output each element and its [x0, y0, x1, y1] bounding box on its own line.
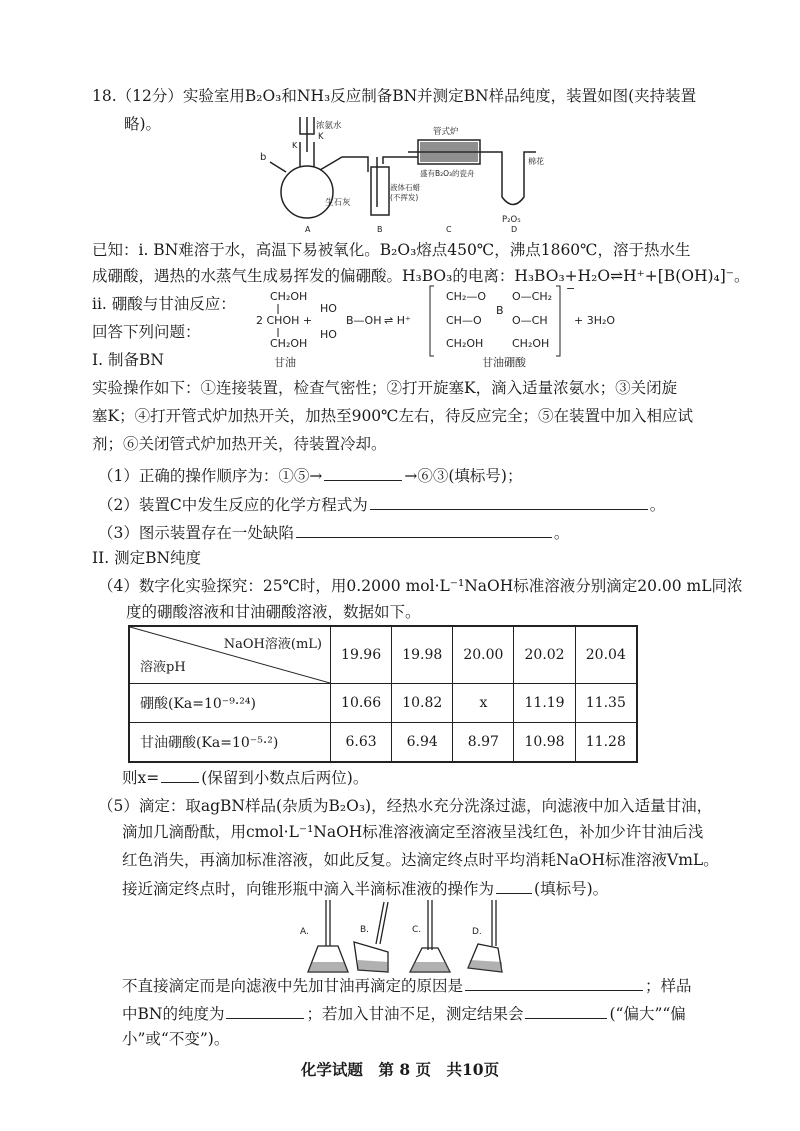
svg-text:B—OH: B—OH: [346, 314, 382, 327]
answer-blank-x[interactable]: [161, 766, 199, 783]
svg-text:CH₂OH: CH₂OH: [446, 337, 484, 350]
known-ii: ii. 硼酸与甘油反应：: [92, 295, 236, 313]
flask-a: [281, 166, 333, 218]
known-i-line1: 已知：i. BN难溶于水，高温下易被氧化。B₂O₃熔点450℃，沸点1860℃，溶于热水生: [92, 241, 691, 259]
question-5-line2: 滴加几滴酚酞，用cmol·L⁻¹NaOH标准溶液滴定至溶液呈浅红色，补加少许甘油后浅: [122, 823, 704, 841]
svg-text:HO: HO: [320, 328, 337, 341]
svg-text:管式炉: 管式炉: [433, 127, 459, 137]
svg-text:B: B: [377, 225, 383, 234]
answer-blank-reason[interactable]: [465, 974, 643, 991]
row-label: 甘油硼酸(Ka=10⁻⁵·²): [129, 722, 331, 762]
question-5-line7: 小”或“不变”)。: [122, 1030, 230, 1048]
svg-text:HO: HO: [320, 302, 337, 315]
known-i-line2: 成硼酸，遇热的水蒸气生成易挥发的偏硼酸。H₃BO₃的电离：H₃BO₃+H₂O⇌H⁺+[B(OH)₄]⁻。: [92, 267, 750, 285]
question-header-cont: 略)。: [124, 115, 162, 133]
ph-cell: 10.98: [514, 722, 575, 762]
svg-text:K: K: [318, 132, 324, 142]
table-row: [129, 722, 637, 762]
svg-text:O—CH: O—CH: [512, 314, 548, 327]
ph-cell: 11.19: [514, 684, 575, 723]
section-2-title: II. 测定BN纯度: [92, 549, 202, 567]
svg-text:盛有B₂O₃的瓷舟: 盛有B₂O₃的瓷舟: [420, 169, 475, 178]
bottle-b: [371, 167, 389, 215]
svg-text:O—CH₂: O—CH₂: [512, 290, 553, 303]
ph-cell: 8.97: [453, 722, 514, 762]
operations-line2: 塞K；④打开管式炉加热开关，加热至900℃左右，待反应完全；⑤在装置中加入相应试: [92, 407, 694, 425]
svg-text:CH₂OH: CH₂OH: [512, 337, 550, 350]
ph-cell: 10.82: [392, 684, 453, 723]
svg-text:D: D: [511, 225, 518, 234]
ph-cell: 6.94: [392, 722, 453, 762]
question-2: （2）装置C中发生反应的化学方程式为 。: [98, 493, 665, 515]
ph-cell: 11.28: [575, 722, 637, 762]
answer-blank-q3[interactable]: [296, 521, 552, 538]
question-4-x: 则x= (保留到小数点后两位)。: [122, 766, 368, 788]
svg-text:CH₂OH: CH₂OH: [270, 290, 308, 303]
answer-blank-q2[interactable]: [370, 493, 648, 510]
svg-text:浓氨水: 浓氨水: [316, 121, 342, 131]
svg-text:(不挥发): (不挥发): [390, 193, 419, 202]
page-footer: 化学试题 第 8 页 共10页: [300, 1060, 500, 1079]
svg-text:液体石蜡: 液体石蜡: [390, 183, 420, 192]
svg-text:B: B: [496, 304, 504, 317]
operations-line1: 实验操作如下：①连接装置，检查气密性；②打开旋塞K，滴入适量浓氨水；③关闭旋: [92, 379, 678, 397]
apparatus-figure: [250, 112, 550, 234]
question-header: 18.（12分）实验室用B₂O₃和NH₃反应制备BN并测定BN样品纯度，装置如图(夹持装置: [92, 87, 697, 105]
question-3: （3）图示装置存在一处缺陷 。: [98, 521, 569, 543]
svg-text:B.: B.: [360, 925, 370, 935]
svg-text:C: C: [446, 225, 452, 234]
svg-text:棉花: 棉花: [528, 157, 544, 166]
svg-text:A: A: [305, 225, 311, 234]
titration-options-figure: [296, 896, 516, 980]
svg-text:CH—O: CH—O: [446, 314, 482, 327]
ph-cell: x: [453, 684, 514, 723]
svg-text:D.: D.: [472, 927, 482, 937]
answer-blank-effect[interactable]: [525, 1002, 607, 1019]
titration-data-table: [128, 625, 638, 763]
question-5-line5: 不直接滴定而是向滤液中先加甘油再滴定的原因是 ；样品: [122, 974, 692, 996]
question-5-line6: 中BN的纯度为 ；若加入甘油不足，测定结果会 (“偏大”“偏: [122, 1002, 686, 1024]
question-5-line1: （5）滴定：取agBN样品(杂质为B₂O₃)，经热水充分洗涤过滤，向滤液中加入适量甘油，: [98, 797, 713, 815]
ph-cell: 11.35: [575, 684, 637, 723]
question-4-line1: （4）数字化实验探究：25℃时，用0.2000 mol·L⁻¹NaOH标准溶液分别滴定20.00 mL同浓: [98, 577, 743, 595]
question-4-line2: 度的硼酸溶液和甘油硼酸溶液，数据如下。: [126, 603, 421, 621]
volume-cell: 19.96: [331, 626, 392, 684]
svg-text:+ 3H₂O: + 3H₂O: [574, 314, 616, 327]
svg-text:b: b: [260, 152, 267, 163]
svg-text:P₂O₅: P₂O₅: [502, 215, 521, 225]
svg-text:A.: A.: [300, 927, 309, 937]
answer-blank-purity[interactable]: [226, 1002, 304, 1019]
svg-text:⇌ H⁺: ⇌ H⁺: [384, 314, 411, 327]
svg-text:CH₂—O: CH₂—O: [446, 290, 487, 303]
svg-text:−: −: [566, 282, 576, 295]
ph-cell: 6.63: [331, 722, 392, 762]
answer-blank-q1[interactable]: [324, 464, 402, 481]
operations-line3: 剂；⑥关闭管式炉加热开关，待装置冷却。: [92, 435, 387, 453]
svg-text:甘油: 甘油: [274, 356, 296, 369]
volume-cell: 20.04: [575, 626, 637, 684]
ph-cell: 10.66: [331, 684, 392, 723]
answer-prompt: 回答下列问题：: [92, 323, 201, 341]
volume-cell: 19.98: [392, 626, 453, 684]
question-1: （1）正确的操作顺序为：①⑤→ →⑥③(填标号)；: [98, 464, 522, 486]
table-header-row: [129, 626, 637, 684]
svg-text:生石灰: 生石灰: [325, 198, 351, 208]
svg-text:2 CHOH +: 2 CHOH +: [256, 314, 313, 327]
answer-blank-option[interactable]: [496, 877, 532, 894]
svg-text:CH₂OH: CH₂OH: [270, 337, 308, 350]
question-5-line3: 红色消失，再滴加标准溶液，如此反复。达滴定终点时平均消耗NaOH标准溶液VmL。: [122, 851, 719, 869]
volume-cell: 20.02: [514, 626, 575, 684]
section-1-title: I. 制备BN: [92, 351, 164, 369]
volume-cell: 20.00: [453, 626, 514, 684]
svg-text:K: K: [292, 141, 298, 150]
table-row: [129, 684, 637, 723]
table-corner-cell: NaOH溶液(mL) 溶液pH: [129, 626, 331, 684]
svg-text:甘油硼酸: 甘油硼酸: [482, 356, 526, 369]
glycerol-reaction: [250, 282, 620, 370]
row-label: 硼酸(Ka=10⁻⁹·²⁴): [129, 684, 331, 723]
svg-text:C.: C.: [412, 925, 422, 935]
question-5-line4: 接近滴定终点时，向锥形瓶中滴入半滴标准液的操作为 (填标号)。: [122, 877, 608, 899]
